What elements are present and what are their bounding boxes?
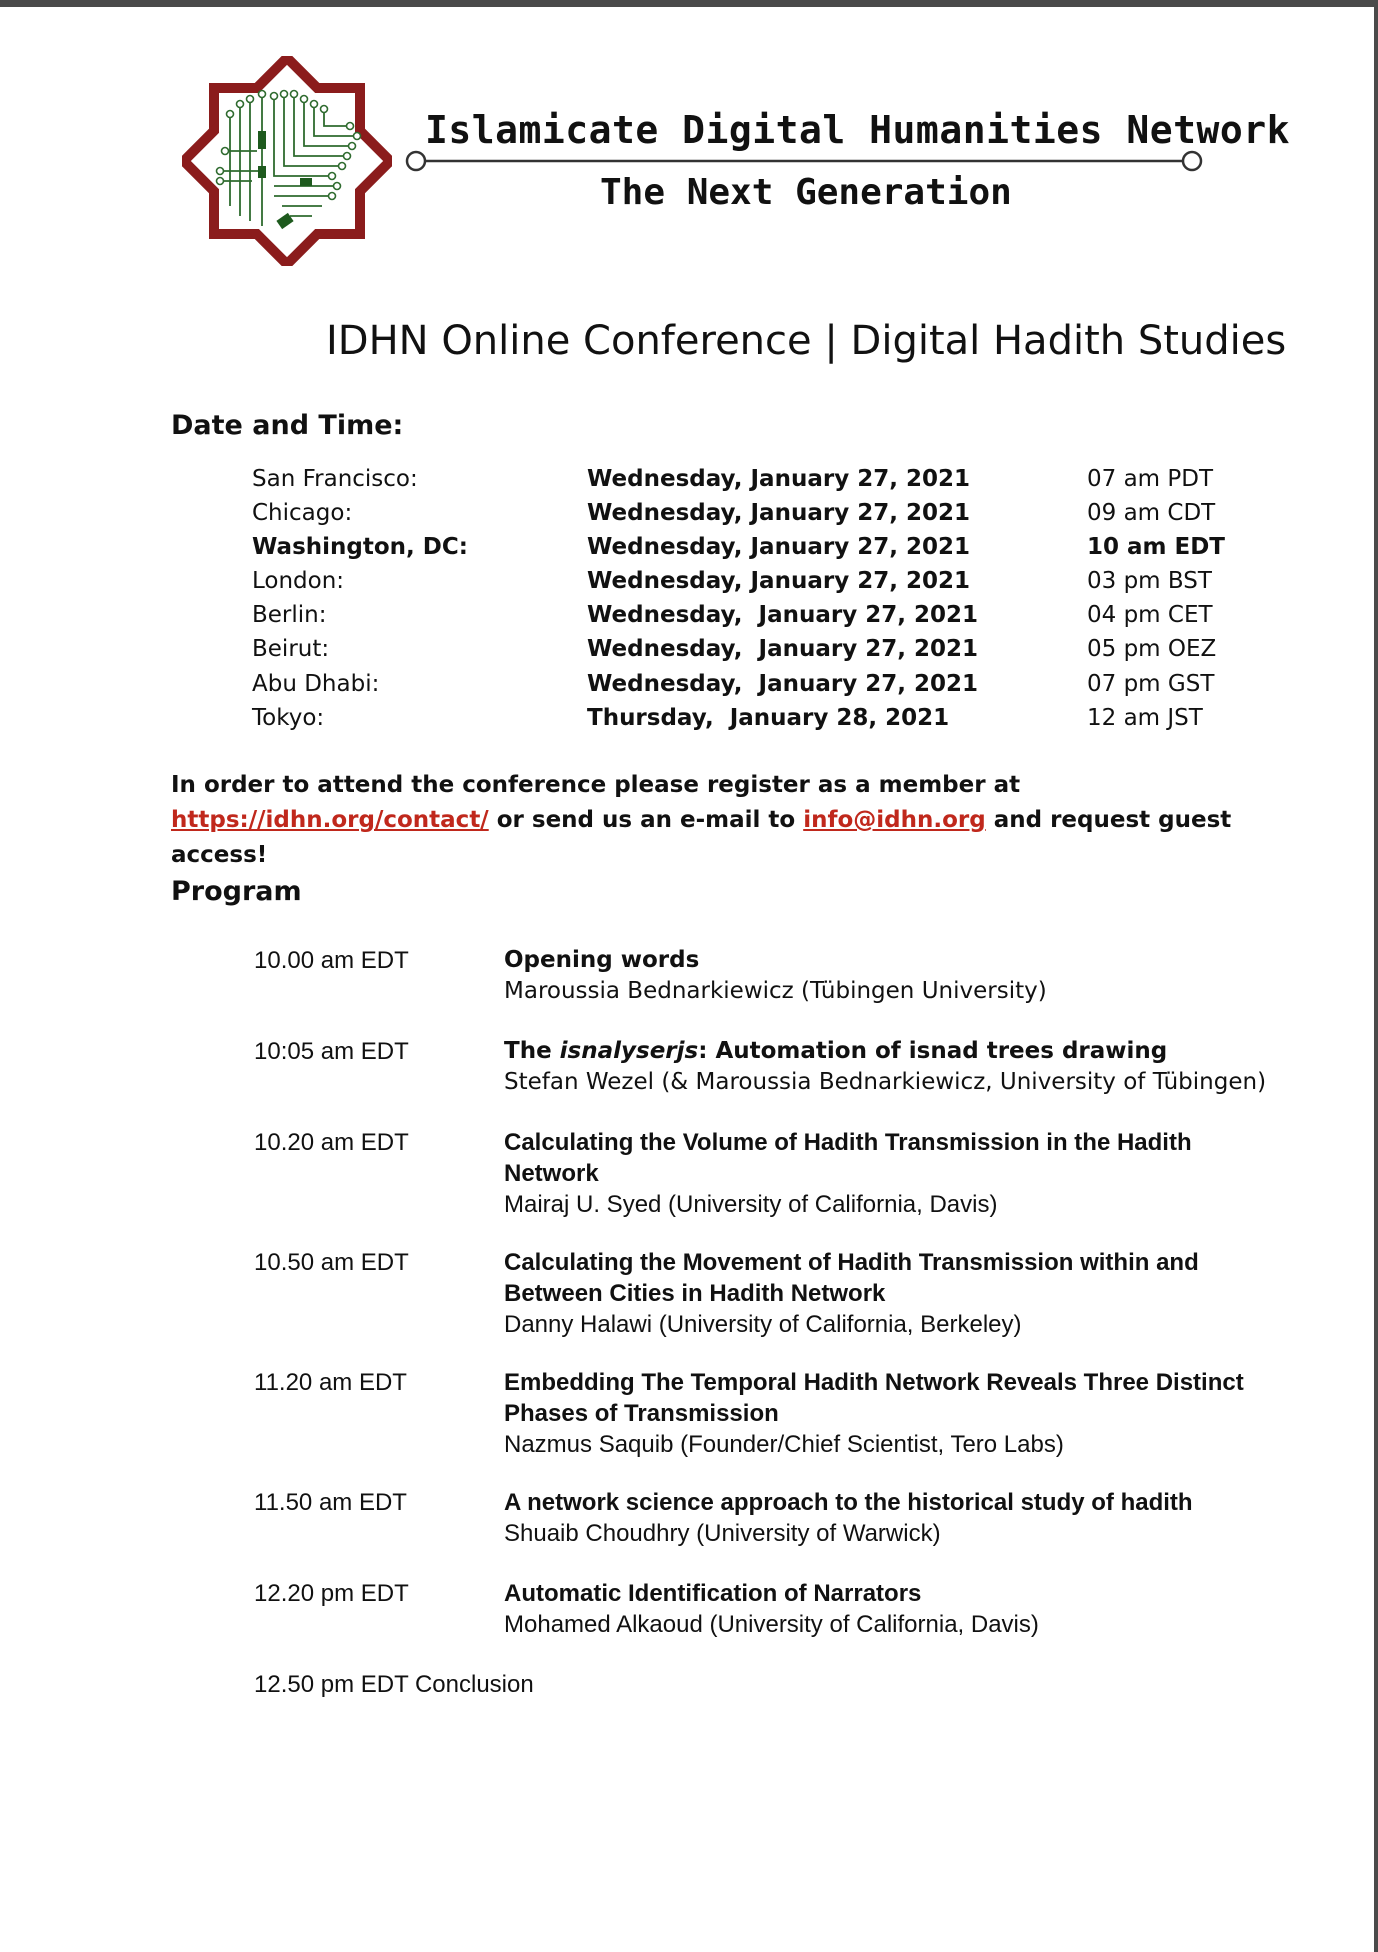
program-speaker: Danny Halawi (University of California, Berkeley)	[504, 1311, 1022, 1338]
time-value: 07 pm GST	[1087, 670, 1215, 697]
idhn-logo-icon	[182, 56, 392, 266]
program-title: Automatic Identification of Narrators	[504, 1580, 922, 1607]
date-value: Wednesday, January 27, 2021	[587, 602, 978, 629]
city-label: Washington, DC:	[252, 534, 468, 561]
program-speaker: Mairaj U. Syed (University of California, Davis)	[504, 1191, 998, 1218]
date-value: Wednesday, January 27, 2021	[587, 670, 978, 697]
program-title: Calculating the Volume of Hadith Transmission in the Hadith Network	[504, 1129, 1192, 1187]
time-value: 09 am CDT	[1087, 500, 1216, 527]
program-speaker: Stefan Wezel (& Maroussia Bednarkiewicz, University of Tübingen)	[504, 1069, 1267, 1095]
time-value: 03 pm BST	[1087, 568, 1212, 595]
date-time-row	[252, 564, 1252, 598]
program-time: 10.50 am EDT	[254, 1249, 409, 1276]
program-heading: Program	[171, 876, 302, 907]
contact-link[interactable]: https://idhn.org/contact/	[171, 807, 489, 833]
time-value: 07 am PDT	[1087, 466, 1214, 492]
date-time-row	[252, 496, 1252, 530]
city-label: Beirut:	[252, 636, 330, 663]
city-label: Chicago:	[252, 500, 353, 527]
conference-title: IDHN Online Conference | Digital Hadith Studies	[326, 318, 1287, 364]
program-speaker: Maroussia Bednarkiewicz (Tübingen University)	[504, 978, 1047, 1004]
window-frame-right	[1374, 0, 1378, 1952]
program-conclusion: 12.50 pm EDT Conclusion	[254, 1671, 534, 1698]
city-label: London:	[252, 568, 345, 595]
email-link[interactable]: info@idhn.org	[803, 807, 986, 833]
registration-text: In order to attend the conference please register as a member at	[171, 772, 1021, 798]
program-time: 11.20 am EDT	[254, 1369, 407, 1396]
date-time-row	[252, 598, 1252, 632]
program-title-suffix: : Automation of isnad trees drawing	[698, 1038, 1168, 1064]
program-speaker: Nazmus Saquib (Founder/Chief Scientist, Tero Labs)	[504, 1431, 1064, 1458]
date-time-row	[252, 632, 1252, 666]
program-title: Embedding The Temporal Hadith Network Reveals Three Distinct Phases of Transmission	[504, 1369, 1244, 1427]
program-time: 11.50 am EDT	[254, 1489, 407, 1516]
program-title	[504, 1036, 1284, 1067]
program-title-prefix: The	[504, 1038, 560, 1064]
program-time: 10.20 am EDT	[254, 1129, 409, 1156]
date-value: Wednesday, January 27, 2021	[587, 568, 970, 595]
program-title-italic: isnalyserjs	[559, 1038, 699, 1064]
date-time-row	[252, 667, 1252, 701]
date-value: Wednesday, January 27, 2021	[587, 500, 970, 527]
date-time-row	[252, 530, 1252, 564]
network-name: Islamicate Digital Humanities Network	[425, 108, 1290, 152]
date-time-row	[252, 462, 1252, 496]
program-title: A network science approach to the historical study of hadith	[504, 1489, 1193, 1516]
date-value: Wednesday, January 27, 2021	[587, 534, 970, 561]
program-speaker: Mohamed Alkaoud (University of California, Davis)	[504, 1611, 1039, 1638]
date-value: Wednesday, January 27, 2021	[587, 636, 978, 663]
time-value: 12 am JST	[1087, 704, 1203, 731]
date-time-table	[252, 462, 1252, 735]
program-time: 10.00 am EDT	[254, 947, 409, 974]
city-label: Abu Dhabi:	[252, 670, 380, 697]
date-time-row	[252, 701, 1252, 735]
program-title: Calculating the Movement of Hadith Transmission within and Between Cities in Hadith Network	[504, 1249, 1199, 1307]
city-label: Tokyo:	[252, 704, 325, 731]
time-value: 10 am EDT	[1087, 534, 1225, 561]
program-time: 12.20 pm EDT	[254, 1580, 409, 1607]
network-tagline: The Next Generation	[600, 172, 1012, 213]
city-label: Berlin:	[252, 602, 327, 629]
program-title: Opening words	[504, 947, 700, 973]
time-value: 04 pm CET	[1087, 602, 1213, 629]
window-frame-top	[0, 0, 1378, 7]
date-time-heading: Date and Time:	[171, 410, 404, 441]
program-time: 10:05 am EDT	[254, 1038, 409, 1065]
time-value: 05 pm OEZ	[1087, 636, 1217, 663]
date-value: Thursday, January 28, 2021	[587, 704, 950, 731]
date-value: Wednesday, January 27, 2021	[587, 466, 970, 492]
registration-text: and request guest access!	[171, 807, 1232, 868]
registration-text: or send us an e-mail to	[488, 807, 804, 833]
title-underline-decoration	[404, 145, 1204, 175]
city-label: San Francisco:	[252, 466, 418, 492]
registration-notice	[171, 768, 1281, 873]
program-speaker: Shuaib Choudhry (University of Warwick)	[504, 1520, 941, 1547]
